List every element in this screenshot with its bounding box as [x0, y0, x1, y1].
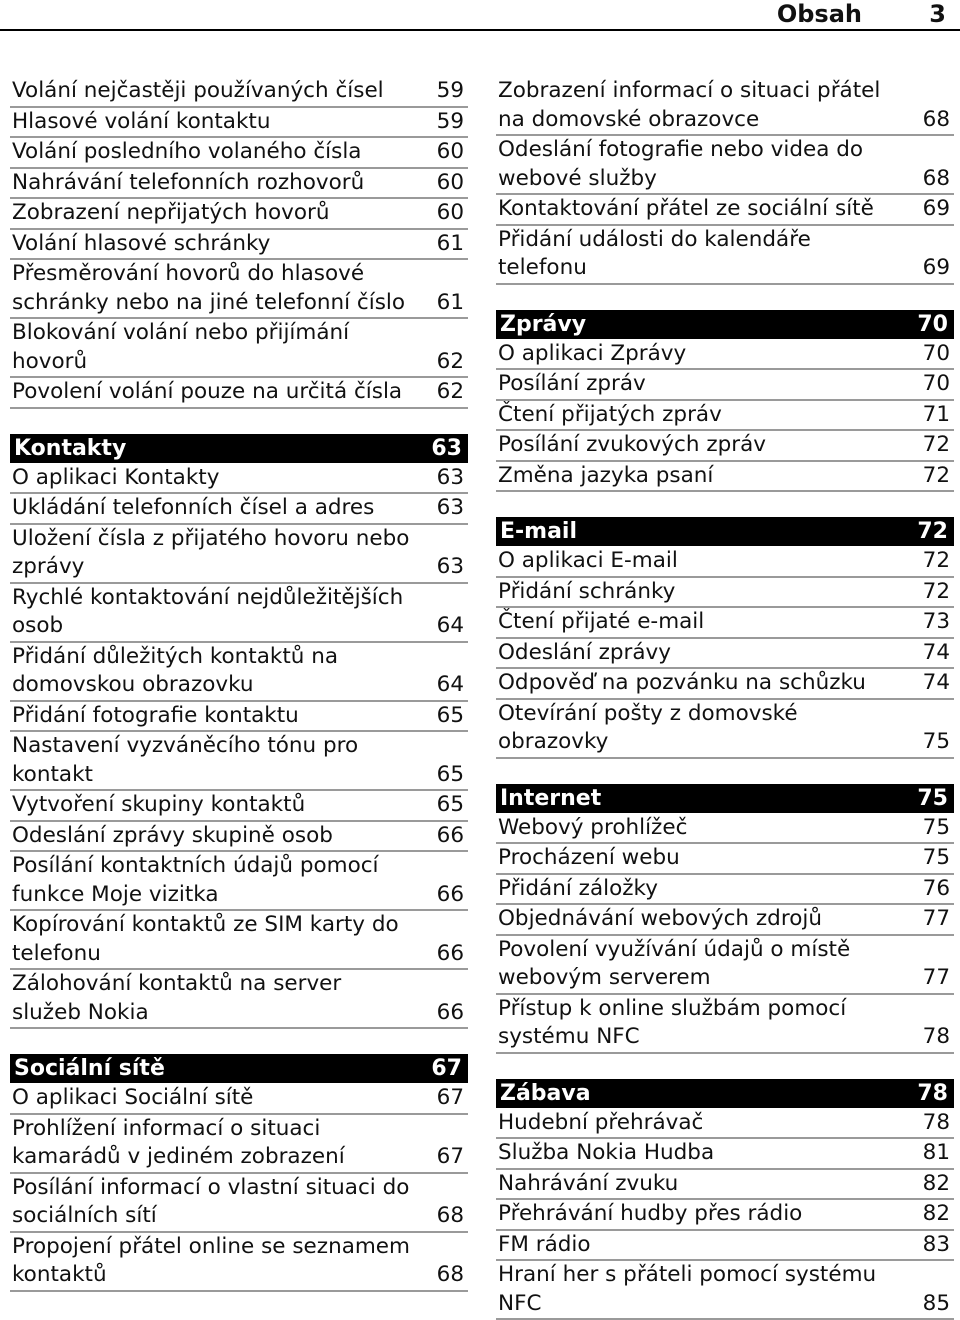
toc-entry-title: Přidání fotografie kontaktu: [12, 702, 299, 728]
toc-entry-title: Přidání schránky: [498, 578, 676, 604]
toc-entry[interactable]: [496, 340, 954, 371]
toc-entry-page-number: 73: [922, 609, 950, 634]
toc-entry-title: Propojení přátel online se seznamem kontaktů: [12, 1233, 410, 1287]
toc-entry-page-number: 67: [436, 1085, 464, 1110]
toc-entry[interactable]: [496, 578, 954, 609]
toc-entry[interactable]: [10, 464, 468, 495]
section-page-number: 63: [431, 435, 462, 461]
toc-entry-title: Nahrávání telefonních rozhovorů: [12, 169, 365, 195]
section-heading[interactable]: [496, 1079, 954, 1108]
section-title: Kontakty: [14, 435, 127, 461]
toc-entry[interactable]: [496, 195, 954, 226]
toc-entry-title: Odpověď na pozvánku na schůzku: [498, 670, 866, 695]
toc-entry[interactable]: [496, 936, 954, 995]
toc-entry[interactable]: [10, 702, 468, 733]
toc-entry-title: Nahrávání zvuku: [498, 1170, 679, 1196]
toc-entry-page-number: 62: [436, 379, 464, 404]
section-page-number: 78: [917, 1080, 948, 1106]
toc-entry-title: Přidání důležitých kontaktů na domovskou obrazovku: [12, 643, 339, 697]
toc-entry[interactable]: [496, 370, 954, 401]
toc-entry-title: Procházení webu: [498, 845, 680, 870]
toc-entry-title: Posílání zpráv: [498, 371, 646, 396]
section-title: Zábava: [500, 1080, 591, 1106]
toc-entry-page-number: 77: [922, 965, 950, 990]
toc-column-left: [10, 77, 468, 1292]
toc-entry[interactable]: [496, 136, 954, 195]
toc-entry-page-number: 61: [436, 289, 464, 315]
toc-entry-title: Hraní her s přáteli pomocí systému NFC: [498, 1262, 877, 1316]
toc-entry[interactable]: [10, 1115, 468, 1174]
toc-entry[interactable]: [496, 608, 954, 639]
toc-entry-page-number: 70: [922, 340, 950, 366]
toc-entry-page-number: 68: [922, 165, 950, 191]
toc-entry[interactable]: [496, 995, 954, 1054]
toc-entry-title: Přesměrování hovorů do hlasové schránky nebo na jiné telefonní číslo: [12, 261, 406, 315]
toc-entry[interactable]: [10, 584, 468, 643]
toc-entry-page-number: 68: [436, 1262, 464, 1287]
toc-entry-page-number: 77: [922, 906, 950, 931]
toc-entry-title: Povolení využívání údajů o místě webovým serverem: [498, 936, 851, 990]
toc-entry-title: Přidání události do kalendáře telefonu: [498, 226, 811, 280]
toc-entry-page-number: 60: [436, 200, 464, 225]
toc-entry[interactable]: [496, 1170, 954, 1201]
section-title: E-mail: [500, 519, 578, 544]
toc-entry-title: O aplikaci Kontakty: [12, 464, 220, 490]
toc-entry-title: Kopírování kontaktů ze SIM karty do telefonu: [12, 912, 399, 966]
toc-entry-page-number: 64: [436, 613, 464, 638]
toc-entry[interactable]: [496, 1109, 954, 1140]
toc-entry[interactable]: [10, 1174, 468, 1233]
toc-entry-page-number: 60: [436, 139, 464, 164]
toc-entry-page-number: 68: [922, 106, 950, 132]
toc-entry[interactable]: [10, 230, 468, 261]
toc-entry-title: Odeslání zprávy: [498, 639, 671, 665]
toc-entry-page-number: 81: [922, 1140, 950, 1165]
toc-entry-title: Otevírání pošty z domovské obrazovky: [498, 700, 798, 754]
toc-entry[interactable]: [10, 525, 468, 584]
toc-entry-page-number: 76: [922, 875, 950, 901]
toc-entry-page-number: 64: [436, 672, 464, 697]
toc-entry[interactable]: [496, 905, 954, 936]
toc-entry[interactable]: [10, 138, 468, 169]
toc-entry[interactable]: [496, 844, 954, 875]
toc-entry[interactable]: [10, 260, 468, 319]
toc-entry-page-number: 66: [436, 881, 464, 907]
toc-entry-page-number: 63: [436, 554, 464, 579]
section-page-number: 75: [917, 785, 948, 811]
toc-entry[interactable]: [496, 1231, 954, 1262]
toc-entry-title: Posílání informací o vlastní situaci do sociálních sítí: [12, 1174, 410, 1228]
toc-entry[interactable]: [496, 226, 954, 285]
section-page-number: 70: [917, 311, 948, 337]
toc-entry[interactable]: [496, 431, 954, 462]
header-title: Obsah: [776, 0, 862, 28]
toc-entry-title: Webový prohlížeč: [498, 814, 688, 840]
section-page-number: 67: [431, 1056, 462, 1081]
toc-entry-page-number: 70: [922, 371, 950, 396]
toc-entry-title: Posílání kontaktních údajů pomocí funkce Moje vizitka: [12, 853, 379, 907]
toc-entry-title: Povolení volání pouze na určitá čísla: [12, 379, 403, 404]
toc-entry[interactable]: [10, 970, 468, 1029]
toc-entry-title: FM rádio: [498, 1231, 591, 1257]
toc-entry-title: Služba Nokia Hudba: [498, 1140, 715, 1165]
toc-entry[interactable]: [496, 401, 954, 432]
toc-entry[interactable]: [496, 547, 954, 578]
toc-entry[interactable]: [496, 814, 954, 845]
section-title: Sociální sítě: [14, 1056, 165, 1081]
toc-entry-page-number: 71: [922, 401, 950, 427]
toc-entry[interactable]: [10, 822, 468, 853]
toc-entry-page-number: 72: [922, 462, 950, 488]
toc-entry-page-number: 63: [436, 464, 464, 490]
toc-entry-page-number: 75: [922, 729, 950, 754]
toc-entry-title: Přidání záložky: [498, 875, 658, 901]
toc-entry-page-number: 85: [922, 1290, 950, 1316]
toc-entry-page-number: 66: [436, 822, 464, 848]
toc-entry-title: Čtení přijaté e-mail: [498, 609, 705, 634]
toc-entry[interactable]: [496, 1139, 954, 1170]
section-page-number: 72: [917, 519, 948, 544]
toc-entry-title: Volání posledního volaného čísla: [12, 139, 362, 164]
section-title: Zprávy: [500, 311, 587, 337]
toc-entry-title: Uložení čísla z přijatého hovoru nebo zprávy: [12, 525, 410, 579]
toc-entry[interactable]: [10, 643, 468, 702]
toc-entry[interactable]: [496, 875, 954, 906]
section-heading[interactable]: [496, 310, 954, 339]
toc-entry-page-number: 82: [922, 1170, 950, 1196]
toc-entry-title: Blokování volání nebo přijímání hovorů: [12, 320, 350, 374]
toc-entry-page-number: 78: [922, 1024, 950, 1049]
toc-entry-page-number: 74: [922, 670, 950, 695]
toc-entry-page-number: 75: [922, 845, 950, 870]
toc-entry-title: Hudební přehrávač: [498, 1109, 704, 1135]
toc-entry[interactable]: [10, 319, 468, 378]
header-page-number: 3: [929, 0, 946, 28]
toc-entry[interactable]: [496, 700, 954, 759]
toc-entry[interactable]: [496, 77, 954, 136]
section-heading[interactable]: [10, 434, 468, 463]
toc-entry-title: Hlasové volání kontaktu: [12, 108, 271, 134]
toc-entry-title: Ukládání telefonních čísel a adres: [12, 495, 375, 520]
toc-entry-page-number: 59: [436, 108, 464, 134]
toc-entry[interactable]: [496, 639, 954, 670]
toc-entry-title: O aplikaci E-mail: [498, 548, 678, 573]
toc-entry[interactable]: [10, 108, 468, 139]
toc-entry-title: Posílání zvukových zpráv: [498, 432, 766, 457]
toc-entry-title: Přístup k online službám pomocí systému NFC: [498, 995, 847, 1049]
toc-entry-title: Odeslání zprávy skupině osob: [12, 822, 333, 848]
toc-entry-title: Čtení přijatých zpráv: [498, 401, 722, 427]
toc-entry-page-number: 78: [922, 1109, 950, 1135]
toc-entry-page-number: 60: [436, 169, 464, 195]
toc-entry-page-number: 61: [436, 230, 464, 256]
toc-entry[interactable]: [10, 852, 468, 911]
toc-entry-title: O aplikaci Zprávy: [498, 340, 687, 366]
toc-entry-page-number: 72: [922, 548, 950, 573]
toc-entry-title: Nastavení vyzváněcího tónu pro kontakt: [12, 733, 359, 787]
toc-entry[interactable]: [10, 1233, 468, 1292]
toc-entry-title: Vytvoření skupiny kontaktů: [12, 792, 306, 817]
toc-entry-page-number: 67: [436, 1144, 464, 1169]
toc-entry[interactable]: [10, 791, 468, 822]
section-heading[interactable]: [10, 1054, 468, 1083]
toc-entry-title: Volání nejčastěji používaných čísel: [12, 78, 384, 103]
toc-entry-title: Zobrazení informací o situaci přátel na domovské obrazovce: [498, 78, 881, 132]
toc-entry-title: Objednávání webových zdrojů: [498, 906, 822, 931]
toc-entry-title: Zobrazení nepřijatých hovorů: [12, 200, 330, 225]
toc-entry-page-number: 59: [436, 78, 464, 103]
toc-entry[interactable]: [10, 732, 468, 791]
toc-entry-page-number: 62: [436, 348, 464, 374]
toc-entry-page-number: 66: [436, 999, 464, 1025]
toc-entry-page-number: 66: [436, 940, 464, 966]
toc-entry-title: Přehrávání hudby přes rádio: [498, 1201, 803, 1226]
section-title: Internet: [500, 785, 602, 811]
toc-entry-page-number: 65: [436, 702, 464, 728]
toc-entry[interactable]: [496, 1200, 954, 1231]
toc-entry-title: O aplikaci Sociální sítě: [12, 1085, 254, 1110]
toc-entry-title: Volání hlasové schránky: [12, 230, 271, 256]
toc-entry-page-number: 74: [922, 639, 950, 665]
toc-entry-page-number: 68: [436, 1203, 464, 1228]
toc-entry-title: Odeslání fotografie nebo videa do webové služby: [498, 137, 864, 191]
toc-entry[interactable]: [496, 669, 954, 700]
toc-entry-page-number: 65: [436, 761, 464, 787]
toc-column-right: [496, 77, 954, 1320]
section-heading[interactable]: [496, 517, 954, 546]
toc-entry-page-number: 83: [922, 1231, 950, 1257]
toc-entry-title: Změna jazyka psaní: [498, 462, 714, 488]
toc-entry[interactable]: [10, 494, 468, 525]
toc-entry[interactable]: [496, 462, 954, 493]
toc-entry[interactable]: [496, 1261, 954, 1320]
toc-entry-title: Prohlížení informací o situaci kamarádů v jediném zobrazení: [12, 1115, 345, 1169]
toc-entry[interactable]: [10, 199, 468, 230]
toc-entry[interactable]: [10, 169, 468, 200]
toc-entry-page-number: 75: [922, 814, 950, 840]
toc-entry[interactable]: [10, 911, 468, 970]
toc-entry-title: Rychlé kontaktování nejdůležitějších osob: [12, 584, 404, 638]
section-heading[interactable]: [496, 784, 954, 813]
toc-entry-page-number: 63: [436, 495, 464, 520]
toc-entry-page-number: 72: [922, 432, 950, 457]
toc-entry-page-number: 65: [436, 792, 464, 817]
toc-entry-page-number: 69: [922, 255, 950, 280]
toc-entry[interactable]: [10, 1084, 468, 1115]
toc-entry-page-number: 72: [922, 578, 950, 604]
toc-entry-page-number: 69: [922, 196, 950, 221]
toc-entry-title: Kontaktování přátel ze sociální sítě: [498, 196, 874, 221]
toc-entry-title: Zálohování kontaktů na server služeb Nokia: [12, 971, 342, 1025]
toc-entry[interactable]: [10, 378, 468, 409]
toc-entry-page-number: 82: [922, 1201, 950, 1226]
page-header: [0, 0, 960, 31]
toc-entry[interactable]: [10, 77, 468, 108]
